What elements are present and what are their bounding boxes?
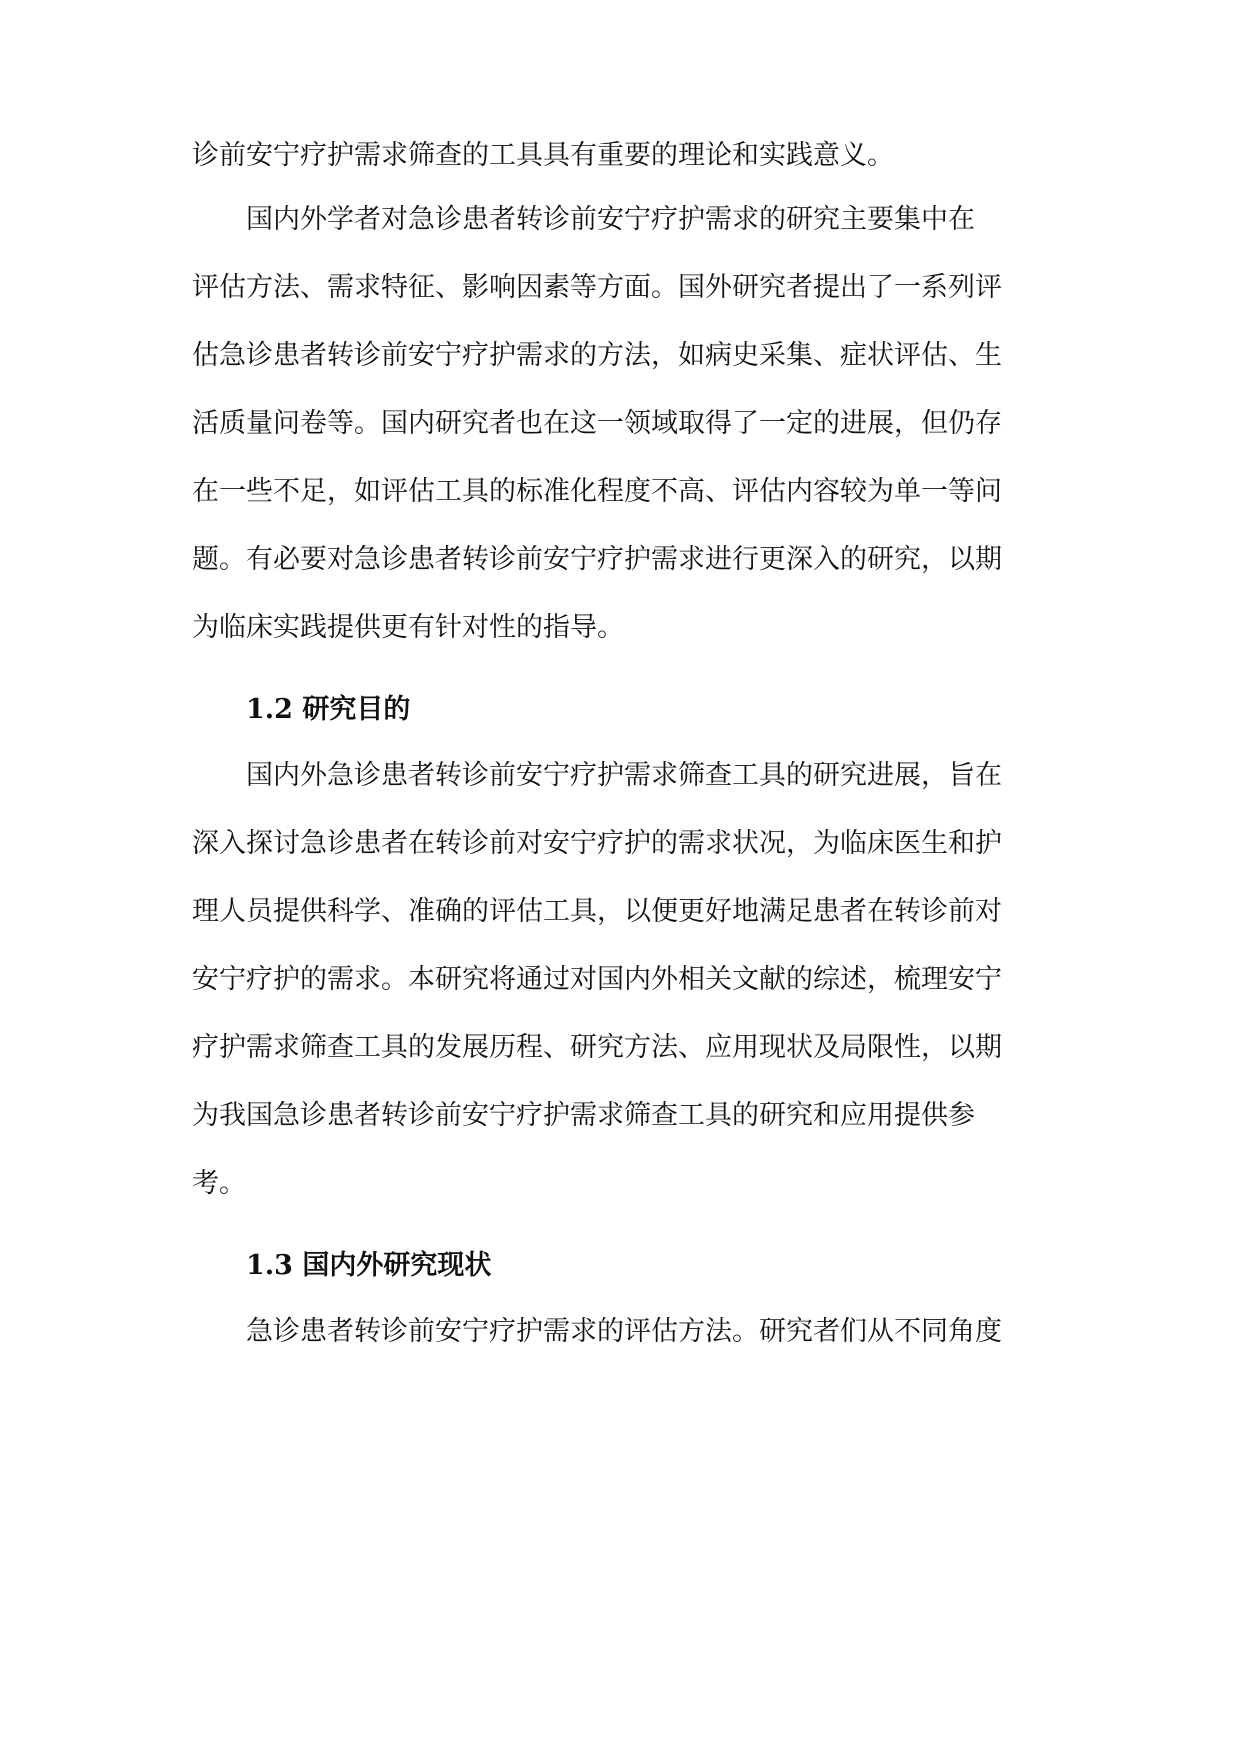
paragraph-line: 安宁疗护的需求。本研究将通过对国内外相关文献的综述，梳理安宁	[192, 964, 1002, 995]
paragraph-line: 深入探讨急诊患者在转诊前对安宁疗护的需求状况，为临床医生和护	[192, 828, 1002, 859]
paragraph-line: 估急诊患者转诊前安宁疗护需求的方法，如病史采集、症状评估、生	[192, 340, 1002, 371]
paragraph-line: 理人员提供科学、准确的评估工具，以便更好地满足患者在转诊前对	[192, 896, 1002, 927]
paragraph-line: 考。	[192, 1168, 246, 1199]
paragraph-line: 评估方法、需求特征、影响因素等方面。国外研究者提出了一系列评	[192, 272, 1002, 303]
paragraph-line: 为我国急诊患者转诊前安宁疗护需求筛查工具的研究和应用提供参	[192, 1100, 975, 1131]
paragraph-line: 疗护需求筛查工具的发展历程、研究方法、应用现状及局限性，以期	[192, 1032, 1002, 1063]
paragraph-line: 活质量问卷等。国内研究者也在这一领域取得了一定的进展，但仍存	[192, 408, 1002, 439]
paragraph-line: 诊前安宁疗护需求筛查的工具具有重要的理论和实践意义。	[192, 140, 894, 171]
paragraph-line: 急诊患者转诊前安宁疗护需求的评估方法。研究者们从不同角度	[246, 1316, 1002, 1347]
paragraph-line: 国内外急诊患者转诊前安宁疗护需求筛查工具的研究进展，旨在	[246, 760, 1002, 791]
section-heading-1-3: 1.3 国内外研究现状	[246, 1250, 492, 1281]
paragraph-line: 为临床实践提供更有针对性的指导。	[192, 612, 624, 643]
paragraph-line: 国内外学者对急诊患者转诊前安宁疗护需求的研究主要集中在	[246, 204, 975, 235]
paragraph-line: 在一些不足，如评估工具的标准化程度不高、评估内容较为单一等问	[192, 476, 1002, 507]
paragraph-line: 题。有必要对急诊患者转诊前安宁疗护需求进行更深入的研究，以期	[192, 544, 1002, 575]
section-heading-1-2: 1.2 研究目的	[246, 694, 411, 725]
